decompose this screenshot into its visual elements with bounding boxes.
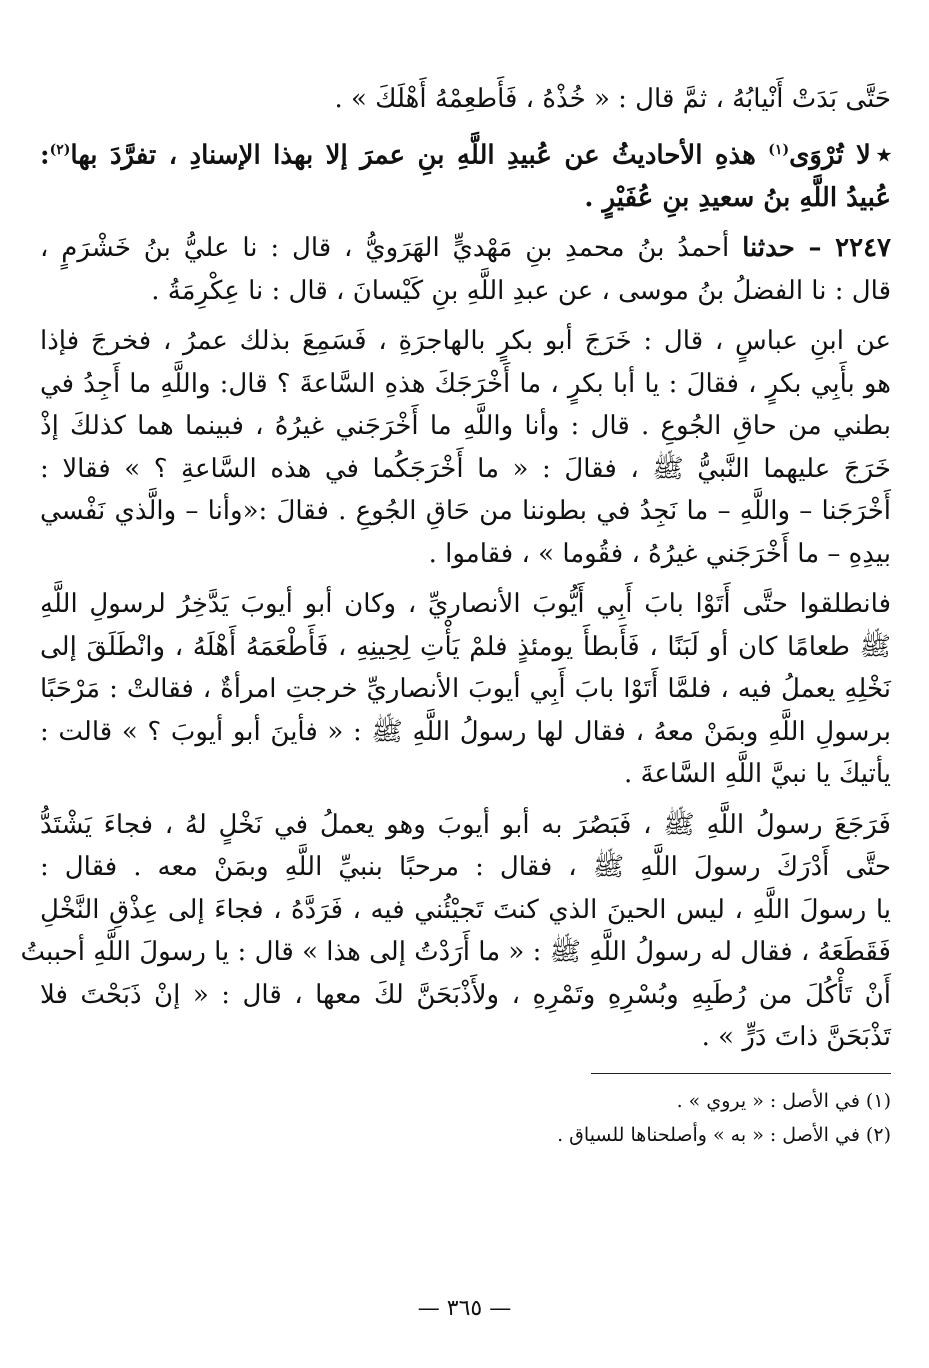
narration-lead: حدثنا (742, 233, 795, 264)
text-line: ﷺ طعامًا كان أو لَبَنًا ، فَأَبطأَ يومئذٍ فلمْ يَأْتِ لِحِينِهِ ، فَأَطْعَمَهُ أَهْلَهُ ، وانْطَلَقَ إلى (40, 631, 891, 662)
text-line: أَنْ تَأْكُلَ من رُطَبِهِ وبُسْرِهِ وتَمْرِهِ ، ولأَذْبَحَنَّ لكَ معها ، قال : « إنْ ذَبَحْتَ فلا (40, 979, 891, 1010)
footnote-ref: (٢) (49, 141, 71, 158)
footnote: (٢) في الأصل : « به » وأصلحناها للسياق . (557, 1123, 891, 1146)
text-line: يا رسولَ اللَّهِ ، ليس الحينَ الذي كنتَ تَجيْئُني فيه ، فَرَدَّهُ ، فجاءَ إلى عِذْقِ النَّخْلِ (40, 894, 891, 925)
text-line: يأتيكَ يا نبيَّ اللَّهِ السَّاعةَ . (623, 759, 891, 790)
text-line: بيدِهِ – ما أَخْرَجَني غيرُهُ ، فقُوما » ، فقاموا . (428, 538, 891, 569)
text-line: خَرَجَ عليهما النَّبيُّ ﷺ ، فقالَ : « ما أَخْرَجَكُما في هذه السَّاعةِ ؟ » فقالا : (40, 453, 891, 484)
text-line: قال : نا الفضلُ بنُ موسى ، عن عبدِ اللَّهِ بنِ كَيْسانَ ، قال : نا عِكْرِمَةُ . (151, 275, 891, 306)
page-number: — ٣٦٥ — (417, 1296, 512, 1321)
text-line: أَخْرَجَنا – واللَّهِ – ما نَجِدُ في بطوننا من حَاقِ الجُوعِ . فقالَ :«وأنا – والَّذي نَفْسي (40, 496, 891, 527)
hadith-header-line (40, 227, 891, 270)
text-line: فانطلقوا حتَّى أَتَوْا بابَ أَبِي أَيُّوبَ الأنصاريِّ ، وكان أبو أيوبَ يَدَّخِرُ لرسولِ اللَّهِ (40, 589, 891, 620)
footnote-ref: (١) (768, 141, 790, 158)
editor-note-line (40, 129, 891, 177)
text-line: حتَّى أَدْرَكَ رسولَ اللَّهِ ﷺ ، فقال : مرحبًا بنبيِّ اللَّهِ وبمَنْ معه . فقال : (40, 852, 891, 883)
isnad-text: أحمدُ بنُ محمدِ بنِ مَهْديٍّ الهَرَويُّ ، قال : نا عليُّ بنُ خَشْرَمٍ ، (40, 233, 743, 264)
text-line: عن ابنِ عباسٍ ، قال : خَرَجَ أبو بكرٍ بالهاجرَةِ ، فَسَمِعَ بذلك عمرُ ، فخرجَ فإذا (40, 326, 891, 357)
hadith-number: ٢٢٤٧ (835, 233, 891, 264)
text-line: هو بأَبِي بكرٍ ، فقالَ : يا أبا بكرٍ ، ما أَخْرَجَكَ هذهِ السَّاعةَ ؟ قال: واللَّهِ ما أَجِدُ في (40, 368, 891, 399)
text-line: نَخْلِهِ يعملُ فيه ، فلمَّا أَتَوْا بابَ أَبِي أيوبَ الأنصاريِّ خرجتِ امرأةٌ ، فقالتْ : مَرْحَبًا (40, 674, 891, 705)
note-text: هذهِ الأحاديثُ عن عُبيدِ اللَّهِ بنِ عمرَ إلا بهذا الإسنادِ ، تفرَّدَ بها (70, 140, 769, 171)
dash: – (794, 233, 836, 264)
text-line: فَقَطَعَهُ ، فقال له رسولُ اللَّهِ ﷺ : « ما أَرَدْتُ إلى هذا » قال : يا رسولَ اللَّهِ أحببتُ (20, 937, 891, 968)
text-line: تَذْبَحَنَّ ذاتَ دَرٍّ » . (701, 1022, 891, 1053)
note-colon: : (40, 140, 50, 171)
text-line: بطني من حاقِ الجُوعِ . قال : وأنا واللَّهِ ما أَخْرَجَني غيرُهُ ، فبينما هما كذلكَ إذْ (40, 411, 891, 442)
footnote-divider (591, 1073, 891, 1074)
editor-note-line: عُبيدُ اللَّهِ بنُ سعيدِ بنِ عُفَيْرٍ . (584, 182, 891, 213)
star-icon: ٭ (876, 140, 891, 171)
footnote: (١) في الأصل : « يروي » . (676, 1089, 891, 1112)
note-lead: لا تُرْوَى (789, 140, 871, 171)
text-line: حَتَّى بَدَتْ أَنْيابُهُ ، ثمَّ قال : « خُذْهُ ، فَأَطعِمْهُ أَهْلَكَ » . (334, 84, 891, 114)
text-line: فَرَجَعَ رسولُ اللَّهِ ﷺ ، فَبَصُرَ به أبو أيوبَ وهو يعملُ في نَخْلٍ لهُ ، فجاءَ يَشْتَدُّ (40, 809, 891, 840)
text-line: برسولِ اللَّهِ وبمَنْ معهُ ، فقال لها رسولُ اللَّهِ ﷺ : « فأينَ أبو أيوبَ ؟ » قالت : (40, 716, 891, 747)
